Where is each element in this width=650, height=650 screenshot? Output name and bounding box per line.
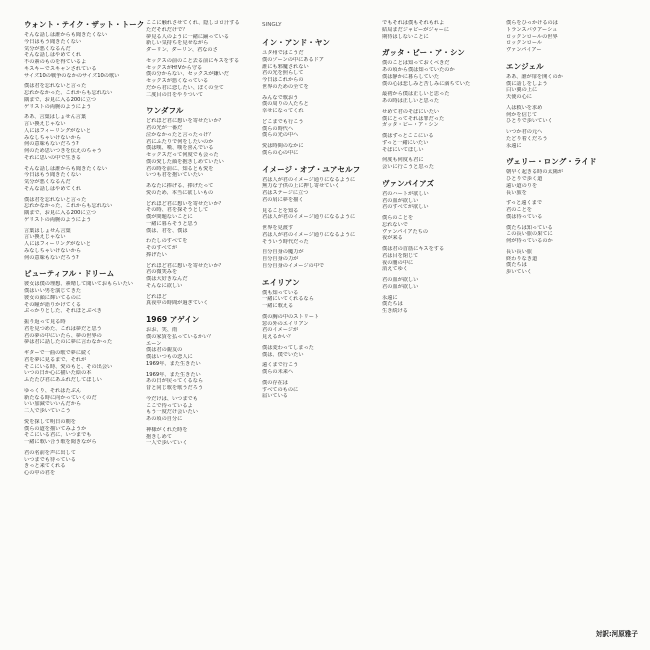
lyric-line: 僕も知っている bbox=[262, 289, 299, 296]
lyric-line: トランスバウアーシュ bbox=[506, 26, 558, 33]
lyric-line: 僕のゾーンの中にあるドア bbox=[262, 56, 324, 63]
lyric-line: ロックンロールの世界 bbox=[506, 33, 558, 40]
lyric-line: 僕の胸の中のストリート bbox=[262, 313, 320, 320]
lyric-line: 僕らの道を描いてみようか bbox=[24, 425, 87, 432]
lyric-line: 僕は君の親友の bbox=[146, 347, 183, 354]
lyric-line: 君の光を照らして bbox=[262, 70, 304, 77]
lyric-line: 天使の心に bbox=[506, 94, 532, 100]
lyric-line: 振り返って見る時 bbox=[24, 319, 66, 325]
lyric-line: 見えるかい？ bbox=[262, 334, 294, 340]
lyric-line: 僕の心は悲しみと苦しみに満ちていた bbox=[382, 80, 471, 87]
lyric-line: 夢見る人のように一緒に踊っている bbox=[146, 33, 230, 40]
lyric-line: 新しい気持ちを見せながら bbox=[146, 40, 209, 47]
lyric-line: ここで待っているよ bbox=[146, 402, 193, 409]
song-section bbox=[382, 48, 500, 171]
lyric-line: 愛のため、本当に欲しいもの bbox=[146, 189, 214, 196]
lyric-line: 隅まで、お見に入る200に立つ bbox=[24, 210, 97, 216]
song-section bbox=[146, 106, 264, 307]
lyric-line: セックスだって何度でも会った bbox=[146, 152, 219, 158]
lyric-line: ゲリストの両腕のようによう bbox=[24, 103, 92, 110]
lyric-line: 心の中の君を bbox=[24, 470, 56, 476]
lyric-line: いつまでも待っている bbox=[24, 456, 76, 463]
lyric-line: 忘れかなかった、これからも忘れない bbox=[24, 90, 113, 96]
lyric-line: 僕はずっとここにいる bbox=[382, 133, 434, 139]
lyric-line: せめて君のそばにいたい bbox=[382, 108, 440, 115]
lyric-line: わたしのすべてを bbox=[146, 238, 188, 245]
lyric-line: 今だけは、いつまでも bbox=[146, 395, 198, 402]
lyric-line: 永遠に bbox=[382, 294, 398, 301]
lyric-line: セックスの前のこと去る前にキスをする bbox=[146, 57, 240, 64]
lyric-line: ああ、言葉はしょせん言葉 bbox=[24, 114, 87, 121]
lyric-line: いい加減でいいんだから bbox=[24, 401, 82, 408]
lyric-line: 君の微笑みを bbox=[146, 269, 178, 276]
song-title: ヴェリー・ロング・ライド bbox=[506, 157, 597, 167]
lyric-line: 君にふたりで何をしたいのか bbox=[146, 138, 214, 145]
lyric-line: この長い旅の果てに bbox=[506, 231, 553, 238]
lyric-line: 一緒に歌える bbox=[262, 303, 294, 309]
lyric-line: そんな話しは誰からも聞きたくない bbox=[24, 32, 108, 38]
lyric-line: 神様がくれた時を bbox=[146, 426, 188, 433]
lyric-line: 抱きしめて bbox=[146, 433, 172, 440]
lyric-line: ずっと遠くまで bbox=[506, 200, 543, 207]
lyric-line: 僕は大好きなんだ bbox=[146, 276, 188, 282]
lyric-line: 僕はいつもの恋人に bbox=[146, 354, 193, 360]
lyric-line: 何の意味もないだろう? bbox=[24, 141, 79, 148]
lyric-line: ひとりで歩く道 bbox=[506, 176, 543, 182]
lyric-line: そのすべてが bbox=[146, 245, 178, 251]
lyric-line: そんな話しはやめてくれ bbox=[24, 52, 82, 59]
song-section bbox=[262, 278, 380, 401]
lyric-line: 一緒に暮らそうと思う bbox=[146, 220, 198, 227]
lyric-line: 愛を探して明日の朝を bbox=[24, 418, 76, 425]
lyric-line: 自分自身の力が bbox=[262, 256, 299, 262]
lyric-line: そんなに欲しい bbox=[146, 282, 183, 289]
lyric-line: 僕は嘆、嘆、嘆を喜んでいる bbox=[146, 145, 214, 152]
lyric-line: きっと来てくれる bbox=[24, 463, 66, 470]
lyric-line: ひとりで歩いていく bbox=[506, 118, 553, 125]
lyric-line: 夢は君に話したのに夢に言わなかった bbox=[24, 339, 113, 346]
lyric-line: 何かを信じて bbox=[506, 111, 538, 118]
lyric-line: 無力な子供の上に押し寄せていく bbox=[262, 183, 340, 190]
lyric-line: 僕は君の首筋にキスをする bbox=[382, 246, 445, 252]
song-section bbox=[262, 165, 380, 270]
lyric-line: そこにいる時、愛のもと、その出会い bbox=[24, 363, 113, 370]
lyric-line: 一緒に歌い合う歌を聞きながら bbox=[24, 439, 97, 445]
song-section bbox=[506, 157, 624, 276]
lyric-line: 気分が悪くなるんだ bbox=[24, 45, 71, 52]
lyric-line: サイズ10の戦争のなかのサイズ10の歌い bbox=[24, 72, 120, 79]
lyric-line: 君はステージに立つ bbox=[262, 190, 309, 196]
lyric-line: 捧げたい bbox=[146, 251, 167, 258]
lyric-line: エーン bbox=[146, 340, 162, 347]
lyric-line: 今日はこれからの bbox=[262, 77, 304, 83]
lyric-line: あの時は正しいと思った bbox=[382, 98, 440, 104]
lyric-line: ゲリストの両腕のようによう bbox=[24, 216, 92, 223]
lyric-line: 長い長い旅 bbox=[506, 248, 532, 255]
lyric-line: そういう時代だった bbox=[262, 238, 309, 245]
lyric-line: 結局まだジャビーがジャーに bbox=[382, 26, 450, 33]
lyric-line: 隅まで、お見に入る200に立つ bbox=[24, 96, 97, 103]
lyric-line: 今日はもう聞きたくない bbox=[24, 38, 82, 45]
lyric-line: 僕は静かに暮らしていた bbox=[382, 73, 440, 80]
lyric-line: 言葉はしょせん言葉 bbox=[24, 227, 71, 234]
lyric-line: 僕らをひっかけるのは bbox=[506, 20, 558, 26]
song-title: SINGLY bbox=[262, 22, 282, 28]
lyric-line: 君の光が一番だ bbox=[146, 125, 183, 131]
lyric-line: 君の血が欲しい bbox=[382, 197, 419, 204]
lyric-line: 真夜中の時間が過ぎていく bbox=[146, 300, 209, 307]
lyric-line: あの日が戻ってくるなら bbox=[146, 378, 204, 385]
lyric-line: 二人で歩いていこう bbox=[24, 408, 71, 414]
lyrics-column bbox=[506, 20, 624, 284]
song-title: ガッタ・ビー・ア・シン bbox=[382, 48, 465, 58]
lyric-line: 僕は君を忘れないと言った bbox=[24, 196, 87, 203]
lyric-line: ただそれだけで？ bbox=[146, 26, 188, 33]
lyric-line: みなしちゃいけないから bbox=[24, 134, 82, 141]
lyric-line: 夜の闇の中に bbox=[382, 259, 414, 266]
song-title: エイリアン bbox=[262, 277, 300, 287]
lyric-line: 君は人が君のイメージ通りになるように bbox=[262, 176, 356, 183]
lyric-line: 僕らのことを bbox=[382, 215, 414, 221]
lyric-line: 僕の存在は bbox=[262, 379, 288, 386]
lyric-line: どこまでも行こう bbox=[262, 118, 304, 125]
lyric-line: 僕らの時代へ bbox=[262, 125, 294, 132]
lyric-line: 君のことを bbox=[506, 207, 532, 213]
lyric-line: 最初から僕は正しいと思った bbox=[382, 91, 450, 98]
lyric-line: ずっと一緒にいたい bbox=[382, 139, 429, 146]
lyric-line: 僕はいい男を演じてきた bbox=[24, 288, 82, 294]
lyric-line: 自分自身のイメージの中で bbox=[262, 262, 325, 269]
lyric-line: そんな話しはやめてくれ bbox=[24, 185, 82, 192]
lyric-line: みなしちゃいけないから bbox=[24, 247, 82, 254]
lyric-line: あの頃から僕は知っていたのか bbox=[382, 67, 455, 73]
lyric-line: 会いに行こうと思った bbox=[382, 164, 434, 170]
lyric-line: すべてのものに bbox=[262, 386, 299, 393]
lyric-line: 僕は待っている bbox=[506, 213, 543, 220]
song-section bbox=[382, 20, 500, 40]
song-section bbox=[262, 38, 380, 157]
lyric-line: 僕らの光の中へ bbox=[262, 132, 299, 139]
song-section bbox=[146, 20, 264, 98]
lyric-line: 何度も何度も君に bbox=[382, 157, 424, 164]
song-title: ヴァンパイアズ bbox=[382, 178, 435, 188]
lyric-line: 1969年、また生きたい bbox=[146, 360, 201, 367]
lyric-line: 人にはフィーリングがないと bbox=[24, 127, 91, 134]
lyric-line: おお、笑、雨 bbox=[146, 327, 178, 333]
lyric-line: 人は救いを求め bbox=[506, 104, 543, 111]
song-section bbox=[506, 20, 624, 54]
lyric-line: どれほど君に想いを寄せたいか？ bbox=[146, 262, 224, 269]
lyric-line: 忘れかなかった、これからも忘れない bbox=[24, 203, 113, 210]
lyric-line: 期待はしないことに bbox=[382, 33, 429, 40]
lyric-line: いつか君の元へ bbox=[506, 129, 543, 135]
lyric-line: 僕の周りの人たちと bbox=[262, 101, 309, 108]
lyric-line: 終わりなき道 bbox=[506, 255, 538, 262]
lyric-line: 一緒にいてくれるなら bbox=[262, 296, 314, 303]
lyric-line: ゆっくり、それはたぶん bbox=[24, 387, 82, 394]
lyric-line: 昔と同じ歌を歌うだろう bbox=[146, 385, 204, 391]
lyric-line: 不の素のものを得ているよ bbox=[24, 59, 87, 65]
lyric-line: そばにいてほしい bbox=[382, 146, 424, 153]
lyric-line: セックスがH!Vから守る bbox=[146, 64, 203, 71]
lyric-line: 君の肩に夢を描く bbox=[262, 196, 304, 203]
lyric-line: その時、君を探そうとして bbox=[146, 207, 209, 214]
lyric-line: みんなで歌おう bbox=[262, 94, 299, 101]
song-section bbox=[146, 315, 264, 447]
translator-credit: 対訳:河原雅子 bbox=[595, 630, 638, 638]
lyric-line: ヴァンパイアー bbox=[506, 47, 542, 53]
lyric-line: 君の時を前に、知るとも愛を bbox=[146, 165, 214, 172]
lyric-line: 白い翼の上に bbox=[506, 87, 538, 94]
lyric-line: 僕らの未来へ bbox=[262, 369, 294, 375]
lyric-line: 僕は君を忘れないと言った bbox=[24, 83, 87, 90]
lyric-line: 気分が悪くなるんだ bbox=[24, 179, 71, 185]
lyric-line: あの頃の自分に bbox=[146, 416, 183, 422]
lyric-line: そんな話しは誰からも聞きたくない bbox=[24, 165, 108, 172]
lyric-line: 世界のための全てを bbox=[262, 83, 309, 90]
lyric-line: 愛は時間のなかに bbox=[262, 143, 304, 149]
lyric-line: 朝早く起きる時の太陽が bbox=[506, 169, 564, 176]
lyric-line: もう一度だけ会いたい bbox=[146, 409, 198, 416]
lyric-line: だから君に恋したい、ぼくの全て bbox=[146, 84, 224, 91]
song-title: ウォント・テイク・ザット・トーク bbox=[24, 20, 145, 29]
lyric-line: ギターで一曲の歌で夢に続く bbox=[24, 350, 92, 356]
lyrics-column bbox=[146, 20, 264, 455]
lyric-line: 永遠に bbox=[506, 142, 522, 149]
song-title: ビューティフル・ドリーム bbox=[24, 269, 115, 279]
lyric-line: 今日はもう聞きたくない bbox=[24, 172, 82, 179]
lyric-line: 僕たちは知っている bbox=[506, 224, 553, 231]
lyric-line: 誰にも邪魔されない bbox=[262, 63, 309, 70]
lyric-line: あなたに捧げる、捧げたって bbox=[146, 183, 214, 189]
lyric-line: ガッタ・ビー・ア・シン bbox=[382, 122, 439, 129]
lyric-line: その瞳が語りかけてくる bbox=[24, 301, 82, 308]
lyric-line: 一人で歩いていく bbox=[146, 440, 188, 447]
lyric-line: 忘れないで bbox=[382, 221, 408, 228]
lyric-line: 遠い道のりを bbox=[506, 182, 538, 189]
lyric-line: 僕に話しをしよう bbox=[506, 80, 548, 87]
song-section bbox=[24, 20, 145, 261]
lyric-line: 長い旅を bbox=[506, 189, 527, 196]
lyric-line: いつの日か心に描いた絵の本 bbox=[24, 370, 92, 377]
lyrics-column bbox=[262, 20, 380, 408]
song-title: 1969 アゲイン bbox=[146, 315, 200, 324]
lyrics-column bbox=[24, 20, 145, 485]
lyric-line: 君は人が君のイメージ通りになるように bbox=[262, 214, 356, 221]
lyric-line: ユタ州ではこうだ bbox=[262, 50, 304, 56]
lyric-line: 二度目の日をやりついて bbox=[146, 91, 204, 98]
lyric-line: 君は目を閉じて bbox=[382, 252, 419, 259]
lyric-line: ああ、誰が扉を開くのか bbox=[506, 73, 563, 80]
lyric-line: 僕は変わってしまった bbox=[262, 344, 314, 351]
lyric-line: 窓の外のエイリアン bbox=[262, 320, 309, 327]
lyric-line: 幸せになってくれ bbox=[262, 108, 304, 114]
lyric-line: 泣かなかったと言ったっけ？ bbox=[146, 131, 214, 138]
lyric-line: ぶっかりとした、それほとぶべき bbox=[24, 308, 102, 315]
lyric-line: 生き続ける bbox=[382, 308, 408, 314]
lyric-line: ここに触れさせてくれ、隠しコロ汁する bbox=[146, 20, 240, 26]
lyric-line: 夜が来る bbox=[382, 235, 403, 242]
lyric-line: 僕は、君を、僕は bbox=[146, 227, 188, 234]
lyric-line: 僕らの心の中に bbox=[262, 149, 299, 156]
lyric-line: どれほど君に想いを寄せたいか？ bbox=[146, 118, 224, 125]
lyric-line: 君は人が君のイメージ通りになるように bbox=[262, 231, 356, 238]
lyric-line: 見ることを知る bbox=[262, 207, 299, 214]
lyric-line: 言い換えじゃない bbox=[24, 234, 66, 241]
lyric-line: 僕の家賃を払っているかい？ bbox=[146, 333, 214, 340]
lyric-line: 君の血が欲しい bbox=[382, 283, 419, 290]
lyric-line: 君のハートが欲しい bbox=[382, 190, 429, 197]
lyric-line: 君の血が欲しい bbox=[382, 277, 419, 283]
lyric-line: 世界を見渡す bbox=[262, 225, 294, 231]
song-title: イン・アンド・ヤン bbox=[262, 38, 330, 47]
lyric-line: でもそれは僕もそれもれよ bbox=[382, 20, 445, 26]
lyric-line: 届いている bbox=[262, 393, 288, 400]
lyric-line: 何のため思いつきを伝えのちゃう bbox=[24, 148, 102, 154]
lyric-line: どれほど君に想いを寄せたいか？ bbox=[146, 200, 224, 207]
lyric-line: 僕にとってそれは罪だった bbox=[382, 115, 445, 122]
lyric-line: 君を見つめた、これは夢だと思う bbox=[24, 325, 102, 332]
lyric-line: 歩いていく bbox=[506, 269, 532, 275]
lyric-line: 君の夢の中にいたら、夢の世界の bbox=[24, 332, 102, 339]
song-section bbox=[506, 62, 624, 150]
lyric-line: 何の意味もないだろう? bbox=[24, 254, 79, 261]
lyric-line: ダーリン、ダーリン、君なのさ bbox=[146, 47, 218, 53]
lyric-line: そこにいる君に、いつまでも bbox=[24, 432, 92, 439]
song-section bbox=[382, 179, 500, 315]
lyric-line: 僕の分からない、セックスが嫌いだ bbox=[146, 71, 229, 78]
lyric-line: セックスが悪くなっている bbox=[146, 78, 209, 84]
lyrics-column bbox=[382, 20, 500, 323]
song-title: エンジェル bbox=[506, 61, 544, 71]
lyric-line: 君を夢に見るまで、それが bbox=[24, 356, 87, 363]
song-section bbox=[262, 20, 380, 30]
lyric-line: 1969年、また生きたい bbox=[146, 371, 201, 378]
lyric-line: それに思いの中で生きる bbox=[24, 154, 82, 161]
lyric-line: ヴァンパイアたちの bbox=[382, 228, 429, 235]
lyric-line: 新たなる時に向かっていくのだ bbox=[24, 394, 97, 401]
lyric-line: 人にはフィーリングがないと bbox=[24, 241, 91, 247]
song-section bbox=[24, 269, 142, 477]
lyric-line: 君のイメージが bbox=[262, 327, 299, 334]
lyric-line: 遠くまで行こう bbox=[262, 362, 299, 369]
lyric-line: いつも君を抱いていたい bbox=[146, 172, 204, 179]
lyric-line: 僕が問題ないことに bbox=[146, 214, 193, 220]
lyric-line: 僕たちは bbox=[506, 262, 527, 269]
lyric-line: 彼女は僕の理想、素晴して聞いておもらいたい bbox=[24, 281, 133, 288]
lyric-line: 自分自身の魔力が bbox=[262, 249, 304, 256]
lyric-line: ロックンロール bbox=[506, 40, 543, 47]
song-title: イメージ・オブ・ユアセルフ bbox=[262, 164, 361, 174]
lyric-line: ふたたび君にあふれだしてほしい bbox=[24, 377, 102, 383]
lyric-line: たどり着くだろう bbox=[506, 135, 548, 142]
lyric-line: 何が待っているのか bbox=[506, 238, 553, 244]
lyric-line: キスキーでスキャンされている bbox=[24, 65, 97, 72]
lyric-line: 僕のことは知っておくべきだ bbox=[382, 60, 450, 67]
lyric-line: 言い換えじゃない bbox=[24, 121, 66, 127]
lyric-line: 僕の愛した顔を抱きしめていたい bbox=[146, 158, 224, 165]
lyric-line: 消えてゆく bbox=[382, 266, 408, 273]
lyric-line: 君の名前を声に出して bbox=[24, 449, 76, 456]
lyric-line: 君のすべてが欲しい bbox=[382, 204, 429, 211]
song-title: ワンダフル bbox=[146, 106, 184, 116]
lyric-line: 僕は、僕でいたい bbox=[262, 351, 304, 358]
lyric-line: 僕たちは bbox=[382, 301, 403, 308]
lyric-line: 彼女の顔に輝いてるのに bbox=[24, 294, 82, 301]
lyric-line: どれほど bbox=[146, 293, 167, 300]
